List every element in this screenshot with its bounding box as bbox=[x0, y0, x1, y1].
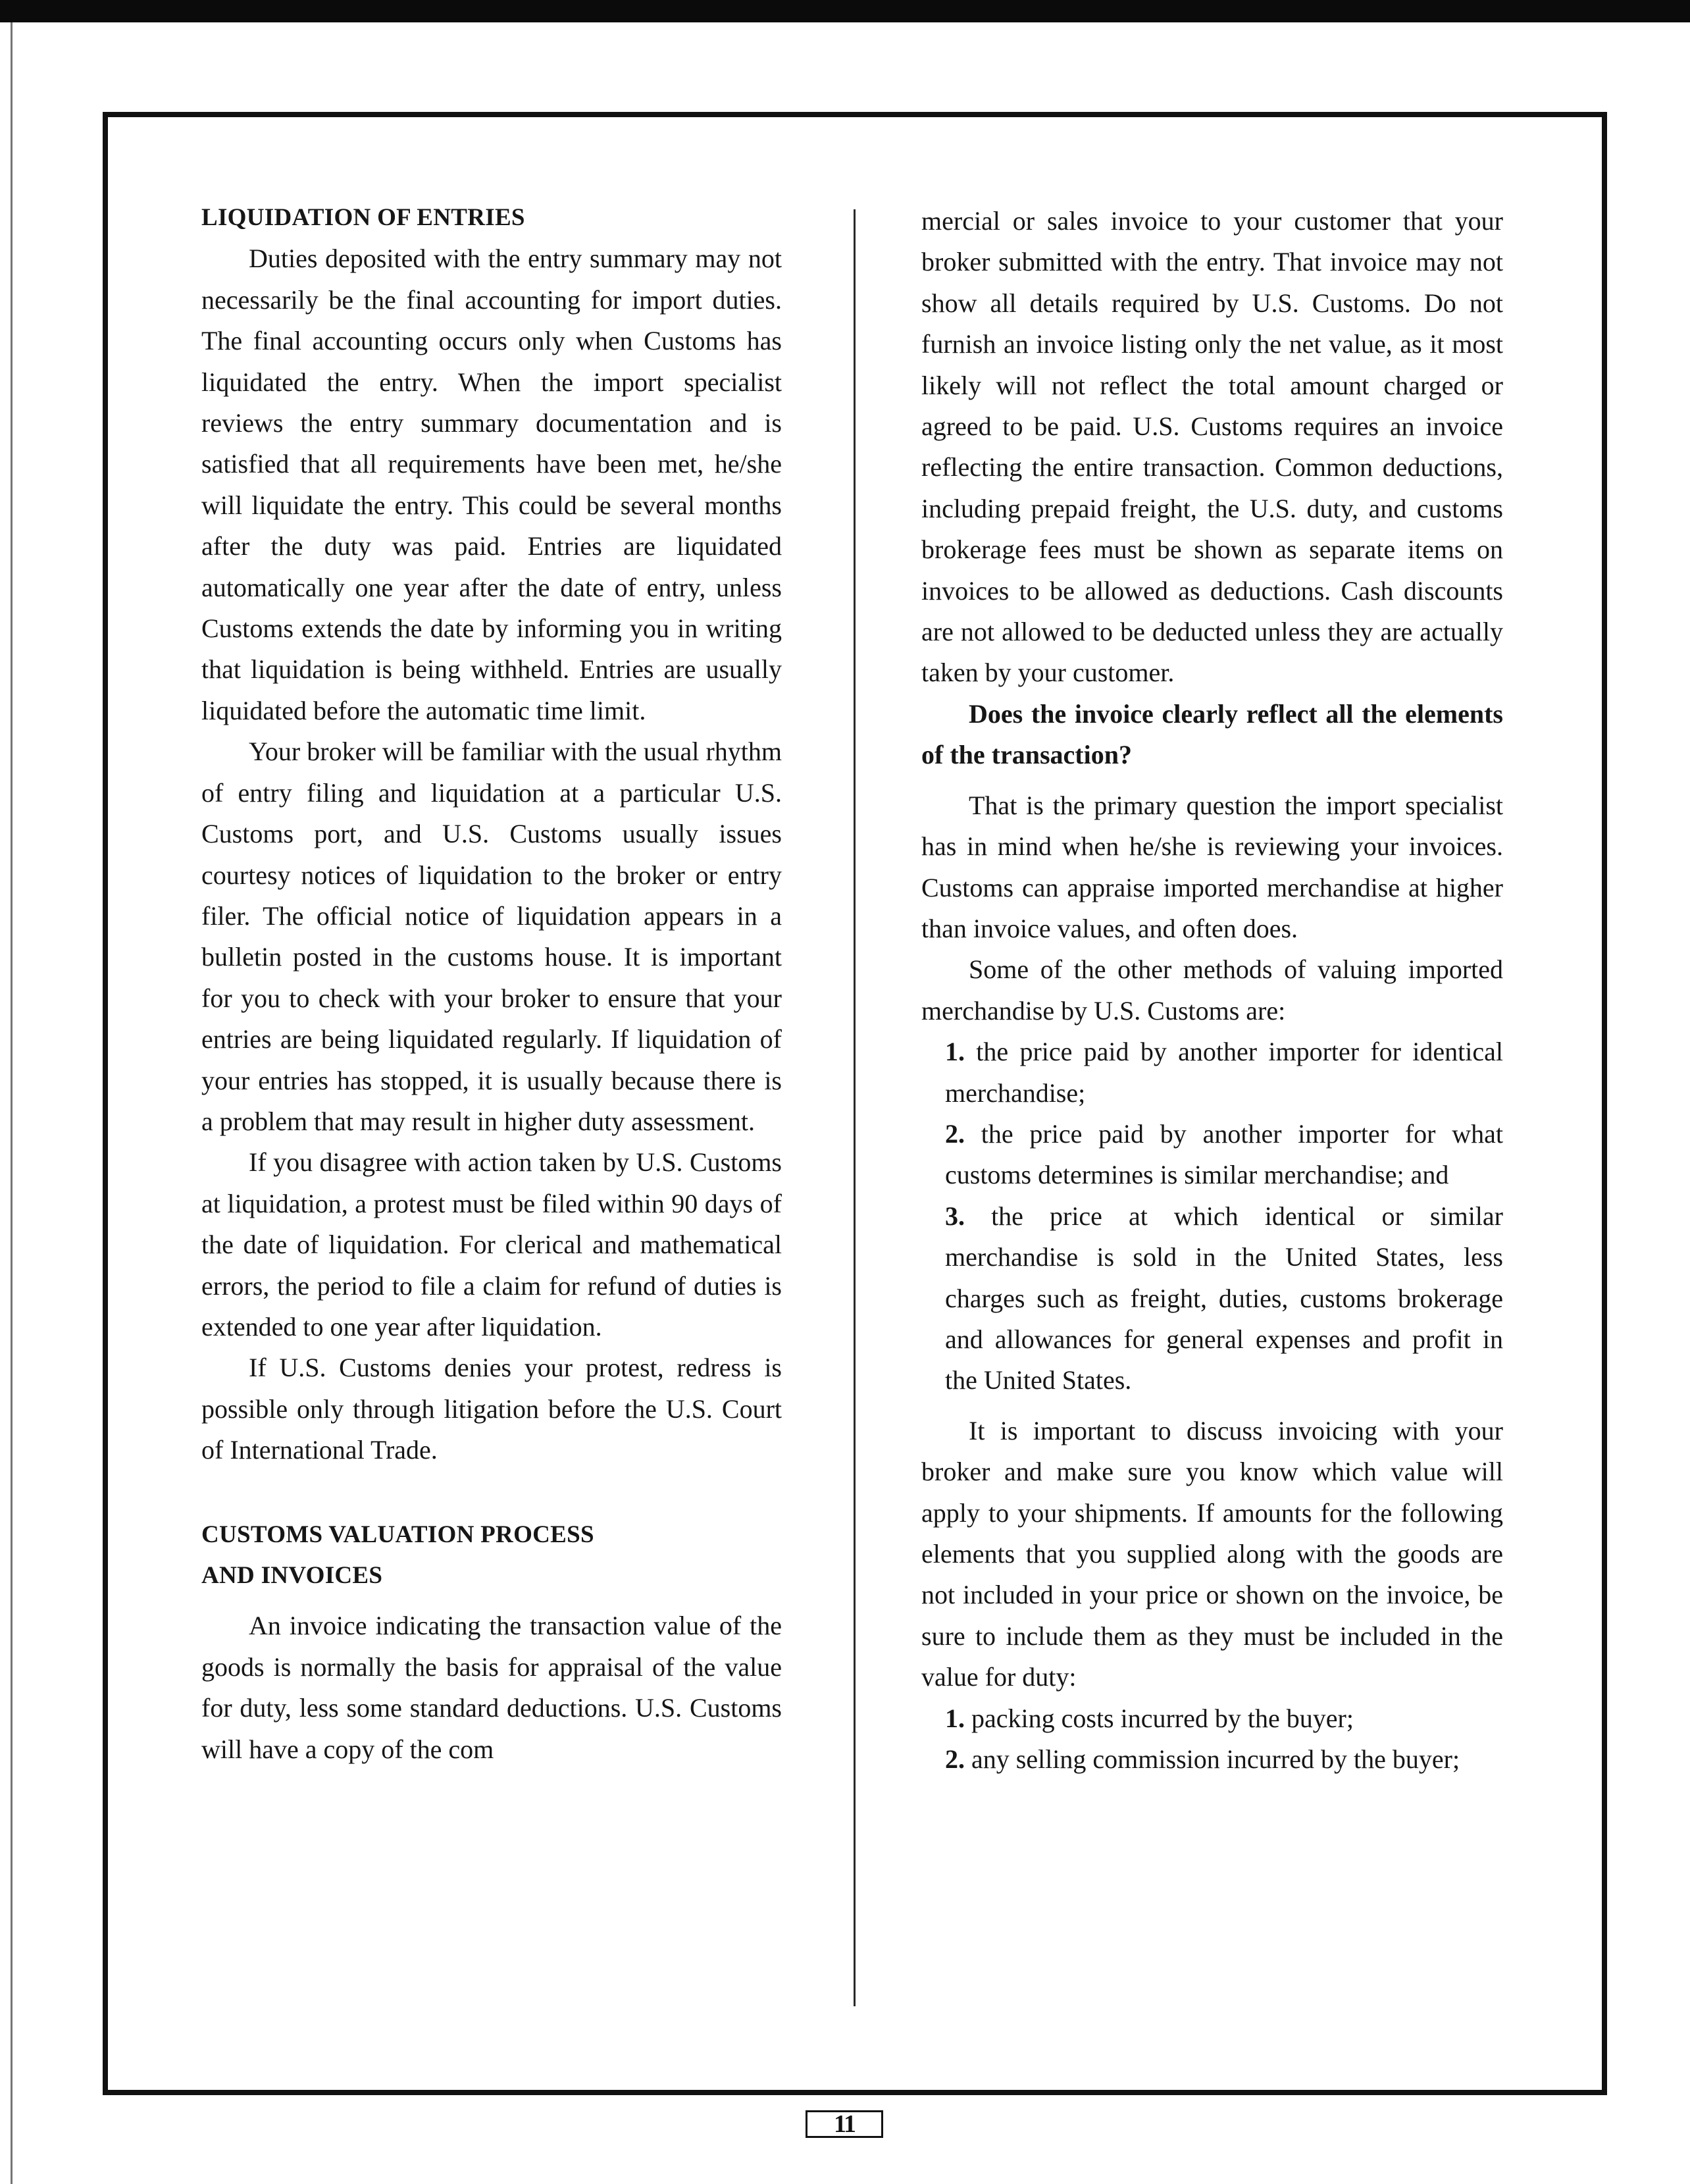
heading-line: CUSTOMS VALUATION PROCESS bbox=[201, 1521, 594, 1548]
list-text: packing costs incurred by the buyer; bbox=[971, 1703, 1354, 1733]
list-text: the price paid by another importer for identical merchandise; bbox=[945, 1037, 1503, 1108]
right-column bbox=[921, 201, 1503, 1780]
heading-line: AND INVOICES bbox=[201, 1562, 383, 1589]
paragraph: Some of the other methods of valuing imported merchandise by U.S. Customs are: bbox=[921, 954, 1503, 1026]
paragraph: An invoice indicating the transaction value of the goods is normally the basis for appraisal of the value for duty, less some standard deductions. U.S. Customs will have a copy of the com bbox=[201, 1611, 782, 1764]
question-heading: Does the invoice clearly reflect all the elements of the transaction? bbox=[921, 698, 1503, 770]
list-item bbox=[921, 1114, 1503, 1196]
list-text: the price paid by another importer for what customs determines is similar merchandise; and bbox=[945, 1118, 1503, 1190]
paragraph: mercial or sales invoice to your customer that your broker submitted with the entry. That invoice may not show all details required by U.S. Customs. Do not furnish an invoice listing only the net value, as it most likely will not reflect the total amount charged or agreed to be paid. U.S. Customs requires an invoice reflecting the entire transaction. Common deductions, including prepaid freight, the U.S. duty, and customs brokerage fees must be shown as separate items on invoices to be allowed as deductions. Cash discounts are not allowed to be deducted unless they are actually taken by your customer. bbox=[921, 206, 1503, 688]
list-item bbox=[921, 1698, 1503, 1739]
list-item bbox=[921, 1196, 1503, 1401]
left-column bbox=[201, 197, 782, 1770]
paragraph: That is the primary question the import specialist has in mind when he/she is reviewing your invoices. Customs can appraise imported merchandise at higher than invoice values, and often does. bbox=[921, 790, 1503, 943]
list-text: any selling commission incurred by the buyer; bbox=[971, 1744, 1460, 1775]
paragraph: It is important to discuss invoicing with your broker and make sure you know which value will apply to your shipments. If amounts for the following elements that you supplied along with the goods are not included in your price or shown on the invoice, be sure to include them as they must be included in the value for duty: bbox=[921, 1415, 1503, 1692]
column-divider bbox=[854, 209, 856, 2006]
list-number: 2. bbox=[945, 1744, 965, 1775]
list-number: 1. bbox=[945, 1703, 965, 1733]
list-item bbox=[921, 1031, 1503, 1114]
scan-edge-top bbox=[0, 0, 1690, 22]
paragraph: Your broker will be familiar with the usual rhythm of entry filing and liquidation at a particular U.S. Customs port, and U.S. Customs usually issues courtesy notices of liquidation to the broker or entry filer. The official notice of liquidation appears in a bulletin posted in the customs house. It is important for you to check with your broker to ensure that your entries are being liquidated regularly. If liquidation of your entries has stopped, it is usually because there is a problem that may result in higher duty assessment. bbox=[201, 737, 782, 1136]
list-number: 2. bbox=[945, 1118, 965, 1149]
paragraph: If U.S. Customs denies your protest, redress is possible only through litigation before the U.S. Court of International Trade. bbox=[201, 1353, 782, 1465]
section-heading-liquidation: LIQUIDATION OF ENTRIES bbox=[201, 204, 525, 231]
scan-edge-left bbox=[11, 22, 13, 2184]
page-number: 11 bbox=[806, 2110, 883, 2138]
paragraph: Duties deposited with the entry summary may not necessarily be the final accounting for import duties. The final accounting occurs only when Customs has liquidated the entry. When the import specialist reviews the entry summary documentation and is satisfied that all requirements have been met, he/she will liquidate the entry. This could be several months after the duty was paid. Entries are liquidated automatically one year after the date of entry, unless Customs extends the date by informing you in writing that liquidation is being withheld. Entries are usually liquidated before the automatic time limit. bbox=[201, 244, 782, 725]
list-text: the price at which identical or similar merchandise is sold in the United States, less charges such as freight, duties, customs brokerage and allowances for general expenses and profit in the United States. bbox=[945, 1201, 1503, 1395]
list-number: 3. bbox=[945, 1201, 965, 1231]
section-heading-valuation bbox=[201, 1515, 782, 1597]
list-number: 1. bbox=[945, 1037, 965, 1067]
list-item bbox=[921, 1739, 1503, 1780]
paragraph: If you disagree with action taken by U.S. Customs at liquidation, a protest must be filed within 90 days of the date of liquidation. For clerical and mathematical errors, the period to file a claim for refund of duties is extended to one year after liquidation. bbox=[201, 1147, 782, 1341]
